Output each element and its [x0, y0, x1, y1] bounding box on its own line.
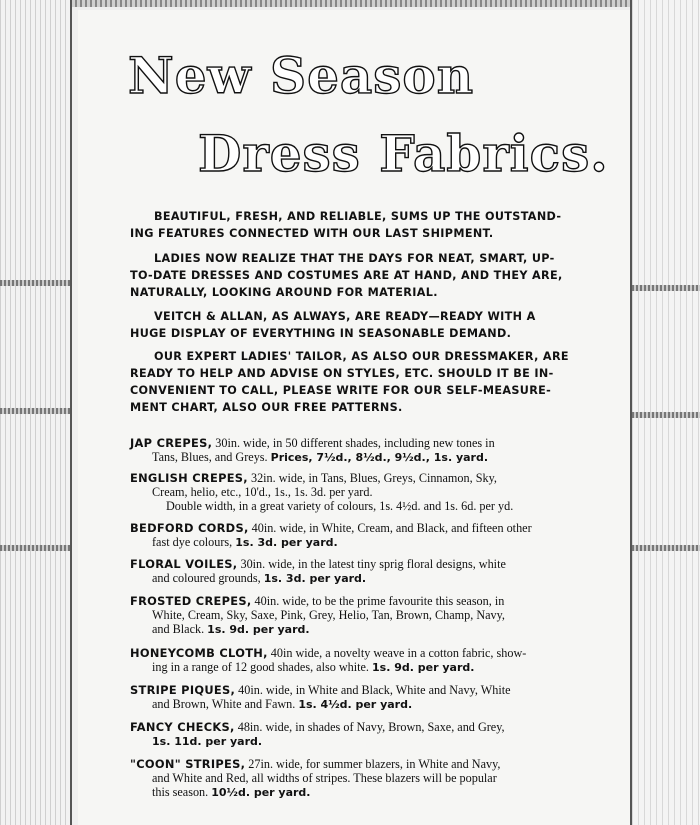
- right-column-rule: [632, 285, 700, 291]
- fabric-price: 1s. 3d. per yard.: [235, 536, 338, 549]
- intro-line: VEITCH & ALLAN, AS ALWAYS, ARE READY—READY WITH A: [154, 310, 536, 323]
- left-column-rule: [0, 280, 70, 286]
- fabric-item-honeycomb-cloth: [130, 646, 588, 675]
- fabric-description: Tans, Blues, and Greys.: [152, 450, 268, 464]
- fabric-description: White, Cream, Sky, Saxe, Pink, Grey, Helio, Tan, Brown, Champ, Navy,: [152, 608, 505, 622]
- left-column-text: [0, 0, 72, 825]
- fabric-name: HONEYCOMB CLOTH,: [130, 646, 268, 660]
- intro-paragraph-2: [130, 250, 584, 301]
- fabric-description: 48in. wide, in shades of Navy, Brown, Saxe, and Grey,: [237, 720, 505, 734]
- fabric-price: Prices, 7½d., 8½d., 9½d., 1s. yard.: [270, 451, 489, 464]
- right-column-rule: [632, 412, 700, 418]
- fabric-description: 40in. wide, in White, Cream, and Black, and fifteen other: [251, 521, 532, 535]
- fabric-description: ing in a range of 12 good shades, also white.: [152, 660, 369, 674]
- fabric-description: and Black.: [152, 622, 205, 636]
- left-column-rule: [0, 545, 70, 551]
- fabric-description: and Brown, White and Fawn.: [152, 697, 296, 711]
- intro-line: CONVENIENT TO CALL, PLEASE WRITE FOR OUR SELF-MEASURE-: [130, 384, 552, 397]
- intro-line: TO-DATE DRESSES AND COSTUMES ARE AT HAND, AND THEY ARE,: [130, 269, 563, 282]
- intro-paragraph-4: [130, 348, 584, 416]
- fabric-name: STRIPE PIQUES,: [130, 683, 236, 697]
- fabric-price: 10½d. per yard.: [211, 786, 311, 799]
- page-top-border: [0, 0, 700, 7]
- fabric-description: fast dye colours,: [152, 535, 233, 549]
- fabric-description: 40in wide, a novelty weave in a cotton fabric, show-: [270, 646, 527, 660]
- fabric-description: this season.: [152, 785, 209, 799]
- fabric-name: BEDFORD CORDS,: [130, 521, 249, 535]
- intro-paragraph-1: [130, 208, 584, 242]
- fabric-price: 1s. 4½d. per yard.: [298, 698, 413, 711]
- fabric-price: 1s. 9d. per yard.: [372, 661, 475, 674]
- intro-line: NATURALLY, LOOKING AROUND FOR MATERIAL.: [130, 286, 438, 299]
- fabric-item-coon-stripes: [130, 757, 588, 800]
- fabric-item-bedford-cords: [130, 521, 588, 550]
- fabric-item-fancy-checks: [130, 720, 588, 749]
- fabric-item-frosted-crepes: [130, 594, 588, 637]
- headline-line-2: Dress Fabrics.: [198, 124, 609, 183]
- intro-line: LADIES NOW REALIZE THAT THE DAYS FOR NEAT, SMART, UP-: [154, 252, 555, 265]
- headline-line-1: New Season: [128, 46, 475, 105]
- fabric-description: 40in. wide, in White and Black, White and Navy, White: [238, 683, 511, 697]
- fabric-name: "COON" STRIPES,: [130, 757, 246, 771]
- fabric-description: 40in. wide, to be the prime favourite this season, in: [254, 594, 505, 608]
- fabric-price: 1s. 9d. per yard.: [207, 623, 310, 636]
- advertisement: [78, 10, 630, 825]
- fabric-description: 27in. wide, for summer blazers, in White and Navy,: [248, 757, 501, 771]
- fabric-description: Cream, helio, etc., 10'd., 1s., 1s. 3d. per yard.: [152, 485, 373, 499]
- fabric-item-floral-voiles: [130, 557, 588, 586]
- intro-line: ING FEATURES CONNECTED WITH OUR LAST SHIPMENT.: [130, 227, 494, 240]
- intro-line: OUR EXPERT LADIES' TAILOR, AS ALSO OUR DRESSMAKER, ARE: [154, 350, 569, 363]
- fabric-name: ENGLISH CREPES,: [130, 471, 248, 485]
- fabric-name: FLORAL VOILES,: [130, 557, 238, 571]
- right-column-text: [630, 0, 700, 825]
- intro-line: READY TO HELP AND ADVISE ON STYLES, ETC. SHOULD IT BE IN-: [130, 367, 554, 380]
- intro-line: MENT CHART, ALSO OUR FREE PATTERNS.: [130, 401, 403, 414]
- fabric-price: 1s. 11d. per yard.: [152, 735, 263, 748]
- fabric-description: and coloured grounds,: [152, 571, 261, 585]
- fabric-name: FROSTED CREPES,: [130, 594, 252, 608]
- fabric-name: JAP CREPES,: [130, 436, 213, 450]
- fabric-item-jap-crepes: [130, 436, 588, 465]
- fabric-description: and White and Red, all widths of stripes. These blazers will be popular: [152, 771, 497, 785]
- fabric-description: 30in. wide, in 50 different shades, including new tones in: [215, 436, 495, 450]
- fabric-description: 30in. wide, in the latest tiny sprig floral designs, white: [240, 557, 506, 571]
- right-column-rule: [632, 545, 700, 551]
- fabric-price: 1s. 3d. per yard.: [263, 572, 367, 585]
- left-column-rule: [0, 408, 70, 414]
- intro-paragraph-3: [130, 308, 584, 342]
- intro-line: BEAUTIFUL, FRESH, AND RELIABLE, SUMS UP THE OUTSTAND-: [154, 210, 562, 223]
- fabric-name: FANCY CHECKS,: [130, 720, 235, 734]
- intro-line: HUGE DISPLAY OF EVERYTHING IN SEASONABLE DEMAND.: [130, 327, 512, 340]
- fabric-description: 32in. wide, in Tans, Blues, Greys, Cinnamon, Sky,: [250, 471, 497, 485]
- fabric-description: Double width, in a great variety of colours, 1s. 4½d. and 1s. 6d. per yd.: [166, 499, 514, 513]
- fabric-item-stripe-piques: [130, 683, 588, 712]
- fabric-item-english-crepes: [130, 471, 588, 513]
